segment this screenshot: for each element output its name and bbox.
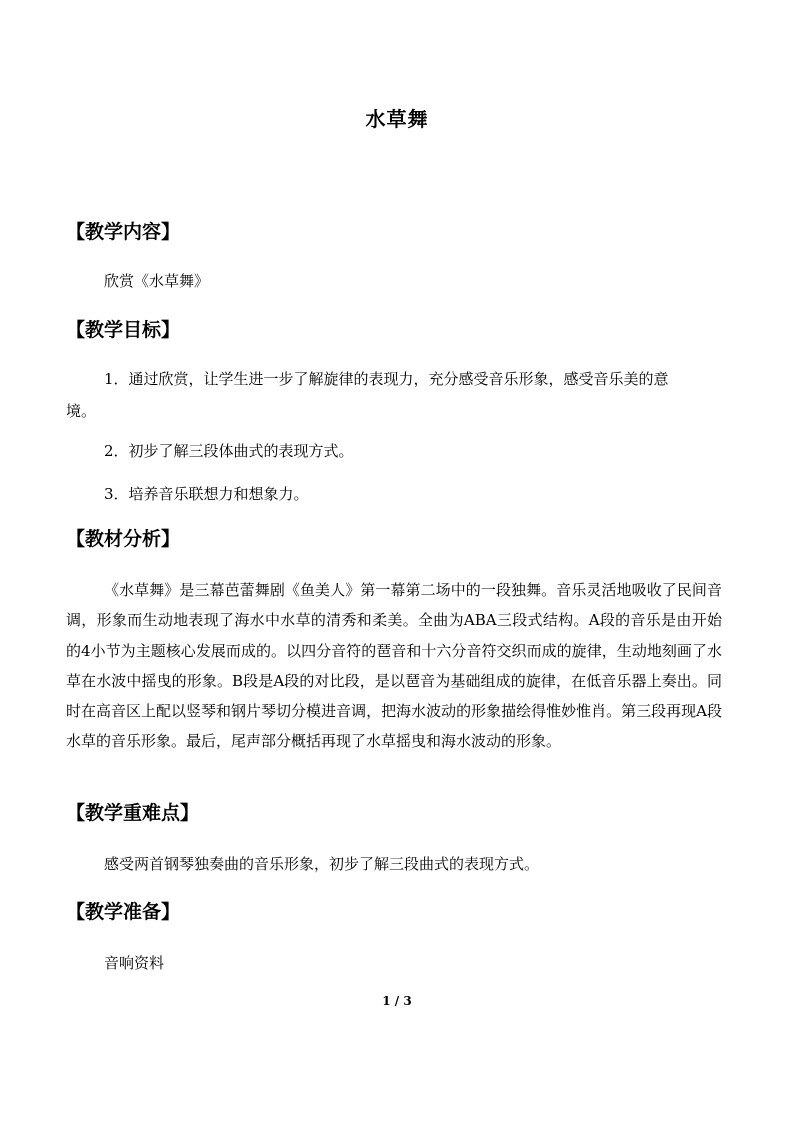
objective-item-1-line-1: 1．通过欣赏，让学生进一步了解旋律的表现力，充分感受音乐形象，感受音乐美的意 bbox=[104, 370, 669, 388]
objective-item-3: 3．培养音乐联想力和想象力。 bbox=[104, 485, 309, 503]
heading-preparation: 【教学准备】 bbox=[66, 901, 181, 923]
heading-material-analysis: 【教材分析】 bbox=[66, 528, 181, 550]
heading-teaching-content: 【教学内容】 bbox=[66, 221, 181, 243]
objective-item-2: 2．初步了解三段体曲式的表现方式。 bbox=[104, 442, 354, 460]
heading-teaching-objectives: 【教学目标】 bbox=[66, 319, 181, 341]
page-number: 1 / 3 bbox=[382, 994, 412, 1008]
objective-item-1-line-2: 境。 bbox=[66, 402, 97, 420]
teaching-content-text: 欣赏《水草舞》 bbox=[104, 272, 210, 290]
preparation-text: 音响资料 bbox=[104, 954, 165, 972]
heading-key-points: 【教学重难点】 bbox=[66, 802, 200, 824]
key-points-text: 感受两首钢琴独奏曲的音乐形象，初步了解三段曲式的表现方式。 bbox=[104, 855, 540, 873]
material-analysis-text: 《水草舞》是三幕芭蕾舞剧《鱼美人》第一幕第二场中的一段独舞。音乐灵活地吸收了民间音调，形象而生动地表现了海水中水草的清秀和柔美。全曲为ABA三段式结构。A段的音乐是由开始的4小节为主题核心发展而成的。以四分音符的琶音和十六分音符交织而成的旋律，生动地刻画了水草在水波中摇曳的形象。B段是A段的对比段，是以琶音为基础组成的旋律，在低音乐器上奏出。同时在高音区上配以竖琴和钢片琴切分模进音调，把海水波动的形象描绘得惟妙惟肖。第三段再现A段水草的音乐形象。最后，尾声部分概括再现了水草摇曳和海水波动的形象。 bbox=[66, 581, 722, 751]
document-title: 水草舞 bbox=[365, 107, 429, 131]
